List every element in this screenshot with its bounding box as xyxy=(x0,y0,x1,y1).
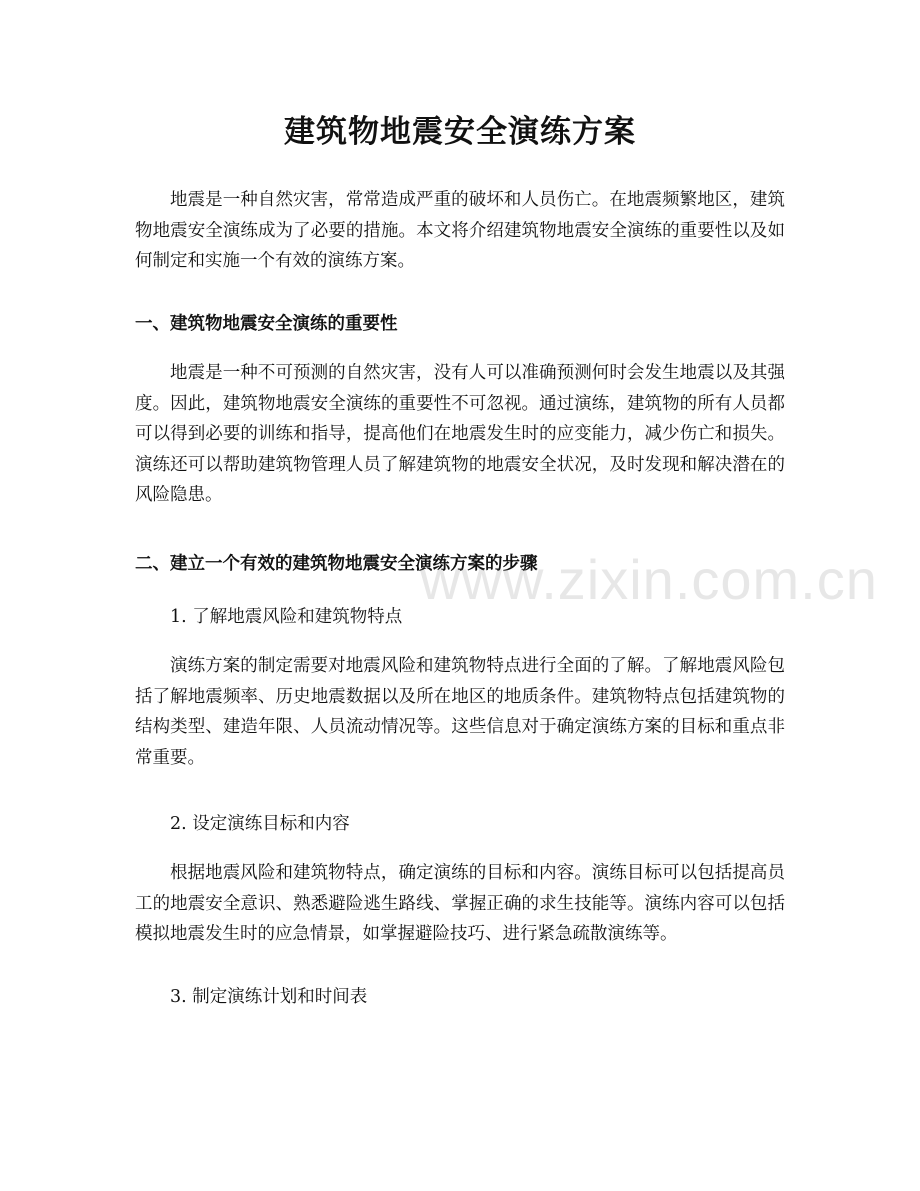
intro-paragraph: 地震是一种自然灾害，常常造成严重的破坏和人员伤亡。在地震频繁地区，建筑物地震安全演练成为了必要的措施。本文将介绍建筑物地震安全演练的重要性以及如何制定和实施一个有效的演练方案。 xyxy=(135,190,785,271)
step-2-body: 根据地震风险和建筑物特点，确定演练的目标和内容。演练目标可以包括提高员工的地震安全意识、熟悉避险逃生路线、掌握正确的求生技能等。演练内容可以包括模拟地震发生时的应急情景，如掌握避险技巧、进行紧急疏散演练等。 xyxy=(135,863,785,944)
step-1-title: 1. 了解地震风险和建筑物特点 xyxy=(170,607,403,627)
section-1-body: 地震是一种不可预测的自然灾害，没有人可以准确预测何时会发生地震以及其强度。因此，建筑物地震安全演练的重要性不可忽视。通过演练，建筑物的所有人员都可以得到必要的训练和指导，提高他们在地震发生时的应变能力，减少伤亡和损失。演练还可以帮助建筑物管理人员了解建筑物的地震安全状况，及时发现和解决潜在的风险隐患。 xyxy=(135,363,785,505)
page-title: 建筑物地震安全演练方案 xyxy=(284,114,636,150)
step-1-body: 演练方案的制定需要对地震风险和建筑物特点进行全面的了解。了解地震风险包括了解地震频率、历史地震数据以及所在地区的地质条件。建筑物特点包括建筑物的结构类型、建造年限、人员流动情况等。这些信息对于确定演练方案的目标和重点非常重要。 xyxy=(135,656,785,768)
section-2-heading: 二、建立一个有效的建筑物地震安全演练方案的步骤 xyxy=(135,554,538,574)
step-2-title: 2. 设定演练目标和内容 xyxy=(170,814,350,834)
step-3-title: 3. 制定演练计划和时间表 xyxy=(170,987,368,1007)
watermark: www.zixin.com.cn xyxy=(420,548,878,611)
section-1-heading: 一、建筑物地震安全演练的重要性 xyxy=(135,314,398,334)
